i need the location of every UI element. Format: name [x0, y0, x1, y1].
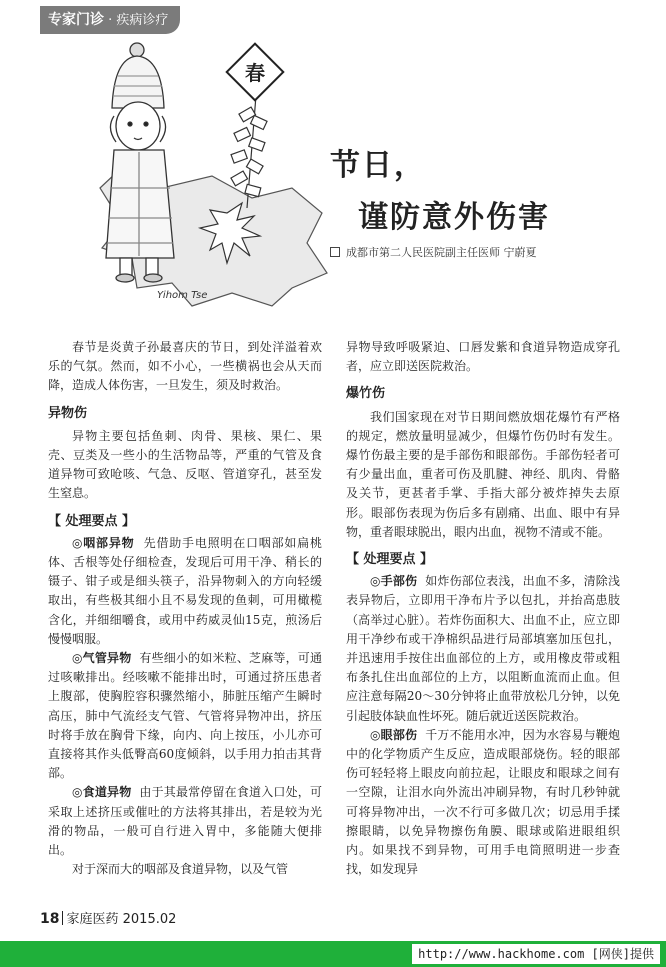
- hand-injury-paragraph: [346, 572, 620, 726]
- esophagus-lead: ◎食道异物: [72, 785, 132, 800]
- trachea-text: 有些细小的如米粒、芝麻等，可通过咳嗽排出。经咳嗽不能排出时，可通过挤压患者上腹部，使胸腔容积骤然缩小，肺脏压缩产生瞬时高压，肺中气流经支气管、气管将异物冲出，挤压时将手放在胸骨下缘，向内、向上按压，小儿亦可直接将其作头低臀高60度倾斜，以手用力拍击其背部。: [48, 651, 322, 781]
- subsection-label: 疾病诊疗: [116, 13, 169, 28]
- issue-date: 2015.02: [122, 912, 177, 927]
- heading-foreign-body: 异物伤: [48, 405, 88, 421]
- byline-text: 成都市第二人民医院副主任医师 宁蔚夏: [346, 246, 537, 259]
- title-line-2: 谨防意外伤害: [358, 200, 550, 235]
- hand-text: 如炸伤部位表浅，出血不多，清除浅表异物后，立即用干净布片予以包扎，并抬高患肢（高举过心脏）。若炸伤面积大、出血不止，应立即用干净纱布或干净棉织品进行局部填塞加压包扎，并迅速用手按住出血部位的上方，或用橡皮带或粗布条扎住出血部位的上方，以阻断血流而止血。但应注意每隔20～30分钟将止血带放松几分钟，以免引起肢体缺血性坏死。随后就近送医院救治。: [346, 574, 620, 723]
- eye-lead: ◎眼部伤: [370, 727, 418, 742]
- eye-injury-paragraph: [346, 726, 620, 880]
- intro-paragraph: 春节是炎黄子孙最喜庆的节日，到处洋溢着欢乐的气氛。然而，如不小心，一些横祸也会从天而降，造成人体伤害，一旦发生，须及时救治。: [48, 340, 322, 393]
- page-footer: [40, 908, 176, 927]
- esophagus-paragraph: [48, 783, 322, 860]
- spring-sign-icon: [227, 44, 284, 101]
- left-column: [48, 338, 322, 879]
- throat-paragraph: [48, 534, 322, 649]
- watermark-link[interactable]: http://www.hackhome.com [网侠]提供: [412, 944, 660, 964]
- footer-divider: [62, 911, 63, 925]
- throat-text: 先借助手电照明在口咽部如扁桃体、舌根等处仔细检查，发现后可用干净、稍长的镊子、钳子或是细头筷子，沿异物刺入的方向轻缓取出，有些极其细小且不易发现的鱼刺，可用橄榄含化，并细细嚼食，或用中药威灵仙15克，煎汤后慢慢咽服。: [48, 535, 322, 646]
- continued-paragraph: 异物导致呼吸紧迫、口唇发紫和食道异物造成穿孔者，应立即送医院救治。: [346, 340, 620, 374]
- esophagus-text: 由于其最常停留在食道入口处，可采取上述挤压或催吐的方法将其排出，若是较为光滑的物品，一般可自行进入胃中，多能随大便排出。: [48, 785, 322, 858]
- author-byline: [330, 244, 537, 260]
- foreign-body-paragraph: 异物主要包括鱼刺、肉骨、果核、果仁、果壳、豆类及一些小的生活物品等，严重的气管及食道异物可致呛咳、气急、反呕、管道穿孔，甚至发生窒息。: [48, 428, 322, 501]
- magazine-name: 家庭医药: [66, 912, 119, 927]
- child-figure-icon: [106, 43, 174, 282]
- title-line-1: 节日，: [330, 148, 426, 183]
- heading-firecracker-injury: 爆竹伤: [346, 386, 386, 402]
- right-column: [346, 338, 620, 879]
- heading-treatment-points: 【 处理要点 】: [48, 513, 136, 529]
- artist-signature: Yihom Tse: [157, 290, 208, 301]
- firecracker-paragraph: 我们国家现在对节日期间燃放烟花爆竹有严格的规定，燃放量明显减少，但爆竹伤仍时有发生。爆竹伤最主要的是手部伤和眼部伤。手部伤轻者可有少量出血，重者可伤及肌腱、神经、肌肉、骨骼及关节，更甚者手掌、手指大部分被炸掉失去原形。眼部伤表现为伤后多有剧痛、出血、眼中有异物，重者眼球脱出，眼内出血，视物不清或不能。: [346, 409, 620, 539]
- hand-lead: ◎手部伤: [370, 574, 418, 589]
- throat-lead: ◎咽部异物: [72, 535, 135, 550]
- section-dot: ·: [108, 13, 113, 28]
- eye-text: 千万不能用水冲，因为水容易与鞭炮中的化学物质产生反应，造成眼部烧伤。轻的眼部伤可轻轻将上眼皮向前拉起，让眼皮和眼球之间有一空隙，让泪水向外流出冲刷异物，有时几秒钟就可将异物冲出，一次不行可多做几次；切忌用手揉擦眼睛，以免异物擦伤角膜、眼球或陷进眼组织内。如果找不到异物，可用手电筒照明进一步查找，如发现异: [346, 727, 620, 877]
- illustration-firecracker-child: [92, 38, 332, 310]
- section-label: 专家门诊: [48, 12, 104, 28]
- article-title: [330, 140, 630, 236]
- heading-treatment-points-2: 【 处理要点 】: [346, 552, 434, 568]
- deep-foreign-paragraph: 对于深而大的咽部及食道异物，以及气管: [72, 862, 289, 877]
- footer-watermark-bar: [0, 941, 666, 967]
- trachea-paragraph: [48, 649, 322, 783]
- trachea-lead: ◎气管异物: [72, 651, 132, 666]
- byline-box-icon: [330, 247, 340, 257]
- svg-text:春: 春: [245, 61, 265, 85]
- section-header-tab: [40, 6, 180, 34]
- page-number: 18: [40, 911, 60, 927]
